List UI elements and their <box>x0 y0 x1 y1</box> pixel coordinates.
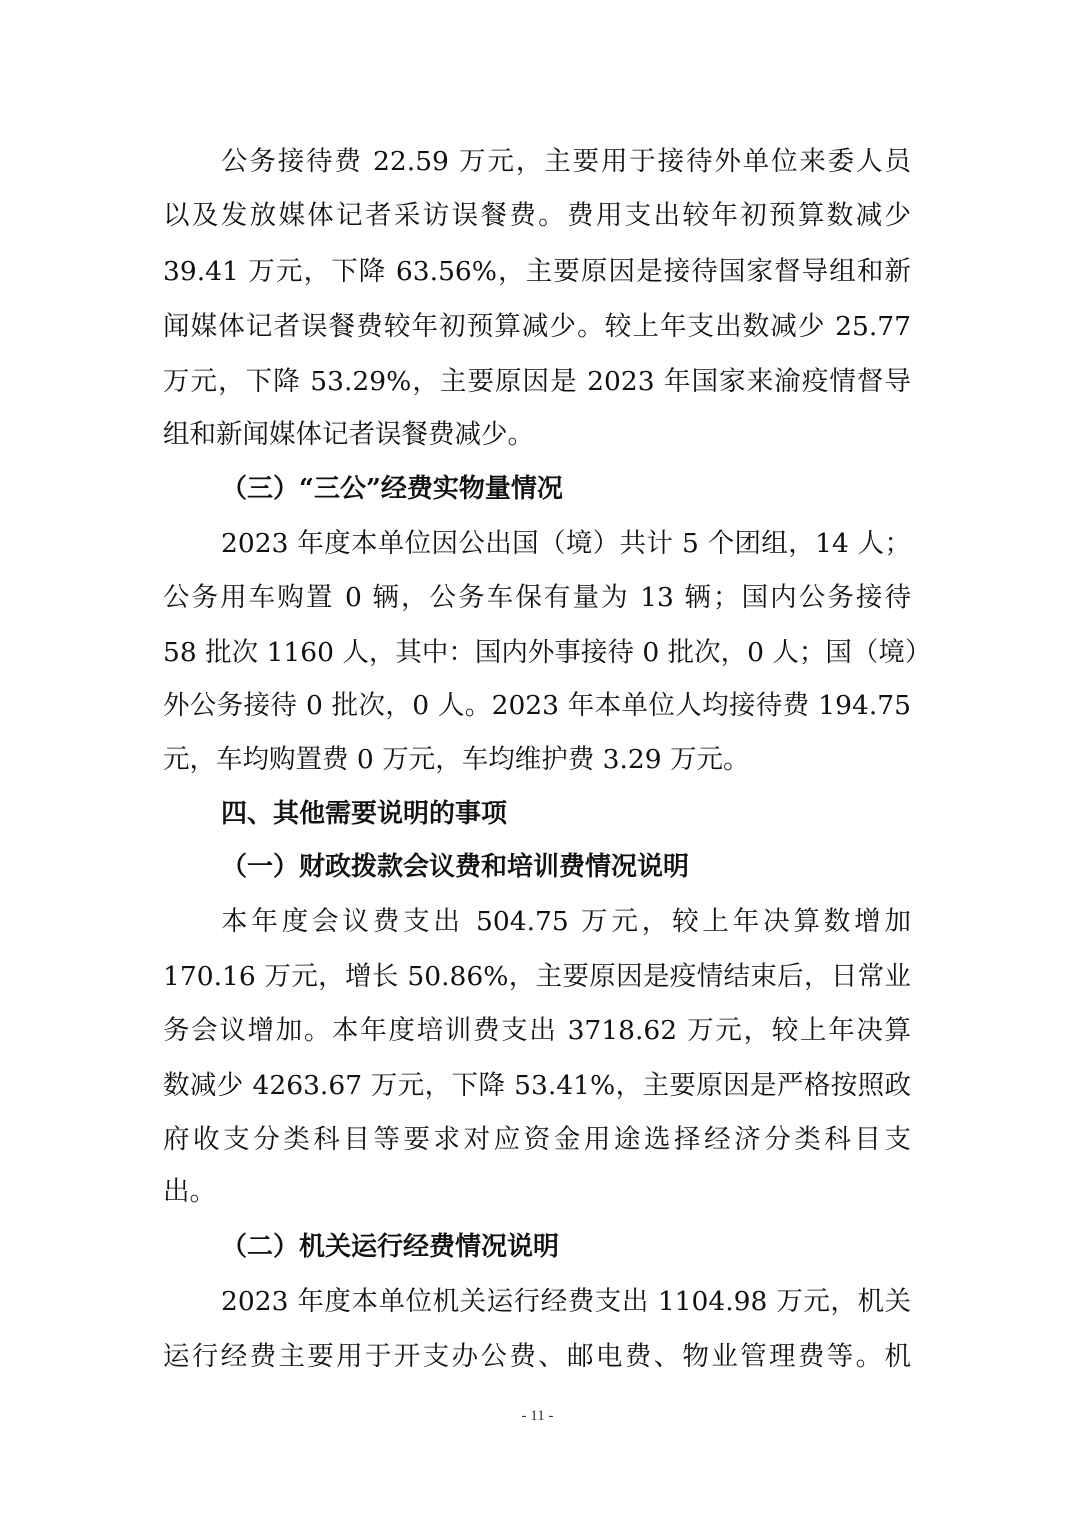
section-heading-4: 四、其他需要说明的事项 <box>221 799 508 829</box>
body-text-line: 闻媒体记者误餐费较年初预算减少。较上年支出数减少 25.77 <box>163 311 911 342</box>
body-text-line: 本年度会议费支出 504.75 万元，较上年决算数增加 <box>221 906 911 937</box>
body-text-line: 外公务接待 0 批次，0 人。2023 年本单位人均接待费 194.75 <box>163 690 911 721</box>
body-text-line: 数减少 4263.67 万元，下降 53.41%，主要原因是严格按照政 <box>163 1070 911 1101</box>
body-text-line: 39.41 万元，下降 63.56%，主要原因是接待国家督导组和新 <box>163 256 911 287</box>
body-text-line: 170.16 万元，增长 50.86%，主要原因是疫情结束后，日常业 <box>163 961 911 992</box>
body-text-line: 2023 年度本单位机关运行经费支出 1104.98 万元，机关 <box>221 1286 911 1317</box>
body-text-line: 58 批次 1160 人，其中：国内外事接待 0 批次，0 人；国（境） <box>163 637 932 668</box>
body-text-line: 公务接待费 22.59 万元，主要用于接待外单位来委人员 <box>221 146 911 177</box>
body-text-line: 出。 <box>163 1176 216 1207</box>
body-text-line: 组和新闻媒体记者误餐费减少。 <box>163 419 534 450</box>
subsection-heading-1: （一）财政拨款会议费和培训费情况说明 <box>221 852 690 882</box>
subsection-heading-2: （二）机关运行经费情况说明 <box>221 1232 560 1262</box>
body-text-line: 以及发放媒体记者采访误餐费。费用支出较年初预算数减少 <box>163 200 911 231</box>
body-text-line: 万元，下降 53.29%，主要原因是 2023 年国家来渝疫情督导 <box>163 366 911 397</box>
body-text-line: 元，车均购置费 0 万元，车均维护费 3.29 万元。 <box>163 744 750 775</box>
body-text-line: 府收支分类科目等要求对应资金用途选择经济分类科目支 <box>163 1124 911 1155</box>
section-heading-3: （三）“三公”经费实物量情况 <box>221 474 563 504</box>
body-text-line: 运行经费主要用于开支办公费、邮电费、物业管理费等。机 <box>163 1341 911 1372</box>
page-number: - 11 - <box>521 1408 554 1424</box>
body-text-line: 公务用车购置 0 辆，公务车保有量为 13 辆；国内公务接待 <box>163 582 911 613</box>
body-text-line: 务会议增加。本年度培训费支出 3718.62 万元，较上年决算 <box>163 1015 911 1046</box>
body-text-line: 2023 年度本单位因公出国（境）共计 5 个团组，14 人； <box>221 528 911 559</box>
